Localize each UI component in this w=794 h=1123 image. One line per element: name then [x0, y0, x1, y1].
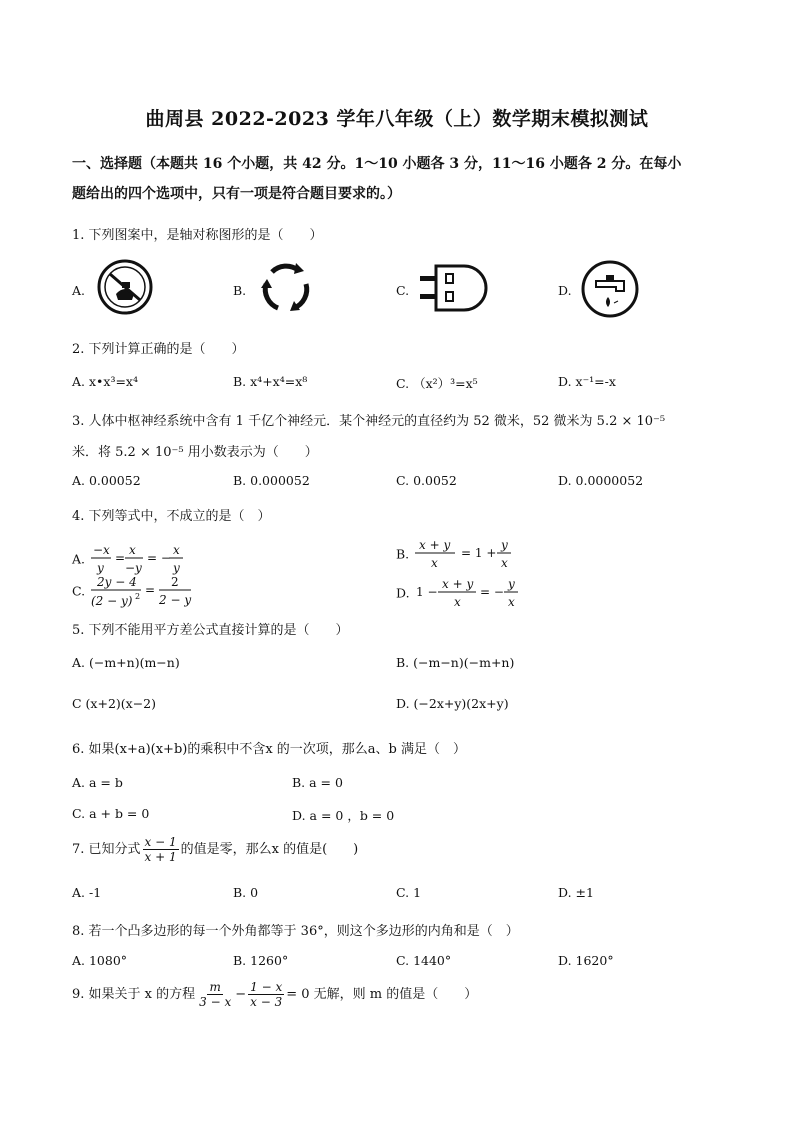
- q2-option-b: B. x⁴+x⁴=x⁸: [233, 374, 308, 389]
- q8-option-b: B. 1260°: [233, 953, 289, 968]
- q7-numerator: x − 1: [144, 835, 177, 849]
- svg-text:1 −: 1 −: [415, 585, 438, 599]
- svg-text:x: x: [173, 543, 180, 557]
- no-cleaning-sign-icon: [96, 258, 154, 316]
- faucet-water-drop-icon: [580, 259, 640, 319]
- svg-text:x: x: [431, 556, 438, 570]
- svg-text:=: =: [115, 551, 126, 565]
- q4-option-b-formula: [413, 535, 533, 575]
- svg-text:−y: −y: [125, 561, 142, 575]
- q4-option-c-formula: [89, 572, 209, 612]
- question-1-stem: 1. 下列图案中，是轴对称图形的是（ ）: [72, 228, 323, 243]
- q4-option-d: [396, 574, 534, 614]
- question-3-line2: 米．将 5.2 × 10⁻⁵ 用小数表示为（ ）: [72, 445, 318, 460]
- q9-fraction-1: [197, 980, 233, 1009]
- q4-option-b: [396, 535, 533, 575]
- svg-text:2: 2: [171, 575, 179, 589]
- q3-option-d: D. 0.0000052: [558, 473, 644, 488]
- q4-option-c: [72, 572, 209, 612]
- q7-stem-suffix: 的值是零，那么x 的值是( ): [180, 842, 359, 857]
- question-8-stem: 8. 若一个凸多边形的每一个外角都等于 36°，则这个多边形的内角和是（ ）: [72, 924, 519, 939]
- svg-text:2: 2: [135, 592, 141, 601]
- q1-option-c-label: C.: [396, 283, 410, 298]
- question-9-stem: [72, 980, 477, 1009]
- svg-text:= −: = −: [147, 551, 171, 565]
- q7-stem-prefix: 7. 已知分式: [72, 842, 141, 857]
- q9-numerator-2: 1 − x: [250, 980, 283, 994]
- svg-text:y: y: [501, 538, 508, 552]
- svg-text:(2 − y): (2 − y): [91, 594, 133, 608]
- svg-text:y: y: [173, 561, 180, 575]
- svg-text:x: x: [453, 595, 461, 609]
- q4-option-a-label: A.: [72, 551, 86, 567]
- q7-option-a: A. -1: [72, 885, 102, 900]
- svg-text:y: y: [507, 577, 515, 591]
- svg-text:=: =: [145, 583, 156, 597]
- q6-option-a: A. a = b: [72, 775, 123, 790]
- svg-text:x + y: x + y: [441, 577, 473, 591]
- svg-text:x: x: [501, 556, 508, 570]
- q2-option-a: A. x•x³=x⁴: [72, 374, 138, 389]
- q5-option-b: B. (−m−n)(−m+n): [396, 655, 515, 670]
- q8-option-d: D. 1620°: [558, 953, 614, 968]
- q4-option-c-label: C.: [72, 583, 86, 599]
- q6-option-d: D. a = 0 ，b = 0: [292, 808, 395, 823]
- q6-option-c: C. a + b = 0: [72, 806, 150, 821]
- q9-fraction-2: [248, 980, 284, 1009]
- question-2-stem: 2. 下列计算正确的是（ ）: [72, 342, 245, 357]
- question-6-stem: 6. 如果(x+a)(x+b)的乘积中不含x 的一次项，那么a、b 满足（ ）: [72, 742, 467, 757]
- q7-option-b: B. 0: [233, 885, 259, 900]
- q6-option-b: B. a = 0: [292, 775, 343, 790]
- svg-text:x + y: x + y: [419, 538, 451, 552]
- q9-minus: −: [235, 987, 247, 1002]
- q2-option-d: D. x⁻¹=-x: [558, 374, 616, 389]
- q1-option-b-label: B.: [233, 283, 247, 298]
- q7-option-d: D. ±1: [558, 885, 594, 900]
- svg-text:= −: = −: [479, 585, 504, 599]
- q4-option-d-label: D.: [396, 585, 410, 601]
- q9-stem-suffix: = 0 无解，则 m 的值是（ ）: [286, 987, 478, 1002]
- q9-stem-prefix: 9. 如果关于 x 的方程: [72, 987, 196, 1002]
- section-header-line1: 一、选择题（本题共 16 个小题，共 42 分。1～10 小题各 3 分，11～16 小题各 2 分。在每小: [72, 156, 682, 172]
- q4-option-d-formula: [414, 574, 534, 614]
- question-5-stem: 5. 下列不能用平方差公式直接计算的是（ ）: [72, 623, 349, 638]
- q5-option-a: A. (−m+n)(m−n): [72, 655, 180, 670]
- q8-option-a: A. 1080°: [72, 953, 128, 968]
- power-plug-icon: [416, 260, 492, 316]
- section-header-line2: 题给出的四个选项中，只有一项是符合题目要求的。）: [72, 186, 401, 202]
- svg-text:−x: −x: [93, 543, 110, 557]
- recycle-arrows-icon: [256, 258, 316, 318]
- svg-text:x: x: [507, 595, 515, 609]
- q7-denominator: x + 1: [144, 850, 177, 864]
- svg-text:2y − 4: 2y − 4: [97, 575, 137, 589]
- q1-option-d-label: D.: [558, 283, 572, 298]
- question-7-stem: [72, 835, 358, 864]
- q4-option-b-label: B.: [396, 546, 410, 562]
- q9-numerator-1: m: [209, 980, 221, 994]
- q7-fraction: [143, 835, 179, 864]
- q7-option-c: C. 1: [396, 885, 422, 900]
- q3-option-b: B. 0.000052: [233, 473, 310, 488]
- svg-text:y: y: [97, 561, 104, 575]
- q3-option-a: A. 0.00052: [72, 473, 141, 488]
- q9-denominator-2: x − 3: [250, 995, 283, 1009]
- question-3-line1: 3. 人体中枢神经系统中含有 1 千亿个神经元．某个神经元的直径约为 52 微米，52 微米为 5.2 × 10⁻⁵: [72, 414, 666, 429]
- svg-text:= 1 +: = 1 +: [461, 546, 497, 560]
- q8-option-c: C. 1440°: [396, 953, 452, 968]
- question-4-stem: 4. 下列等式中，不成立的是（ ）: [72, 509, 271, 524]
- q5-option-d: D. (−2x+y)(2x+y): [396, 696, 509, 711]
- q5-option-c: C (x+2)(x−2): [72, 696, 156, 711]
- svg-text:x: x: [129, 543, 136, 557]
- q2-option-c: C. （x²）³=x⁵: [396, 376, 478, 391]
- q9-denominator-1: 3 − x: [199, 995, 232, 1009]
- q1-option-a-label: A.: [72, 283, 86, 298]
- q3-option-c: C. 0.0052: [396, 473, 457, 488]
- svg-text:2 − y: 2 − y: [159, 593, 192, 607]
- page-title: 曲周县 2022-2023 学年八年级（上）数学期末模拟测试: [145, 108, 649, 130]
